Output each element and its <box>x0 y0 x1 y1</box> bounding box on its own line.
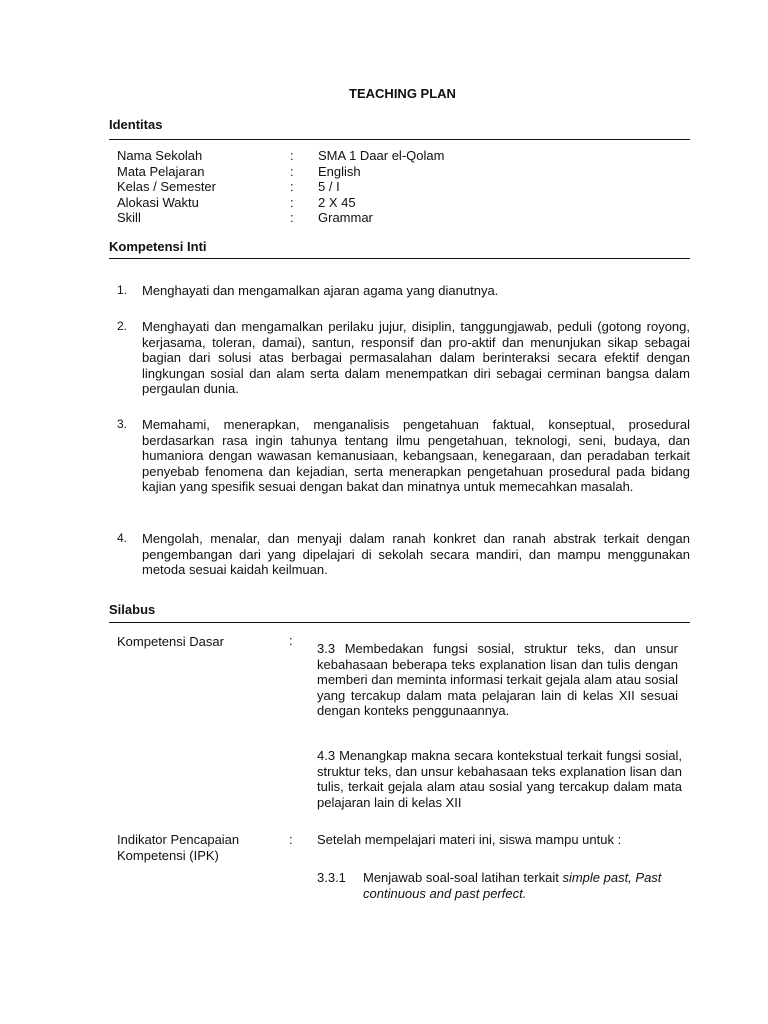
identitas-row <box>117 210 637 226</box>
identitas-colon: : <box>290 148 294 163</box>
identitas-key: Alokasi Waktu <box>117 194 199 210</box>
identitas-row <box>117 164 637 180</box>
identitas-key: Nama Sekolah <box>117 148 203 163</box>
kompetensi-dasar-3-3: 3.3 Membedakan fungsi sosial, struktur teks, dan unsur kebahasaan beberapa teks explanation lisan dan tulis dengan memberi dan meminta informasi terkait gejala alam atau sosial yang tercakup dalam mata pelajaran lain di kelas XII sesuai dengan konteks penggunaannya. <box>317 641 678 718</box>
item-text: Memahami, menerapkan, menganalisis pengetahuan faktual, konseptual, prosedural berdasarkan rasa ingin tahunya tentang ilmu pengetahuan, teknologi, seni, budaya, dan humaniora dengan wawasan kemanusiaan, kebangsaan, kenegaraan, dan peradaban terkait penyebab fenomena dan kejadian, serta menerapkan pengetahuan prosedural pada bidang kajian yang spesifik sesuai dengan bakat dan minatnya untuk memecahkan masalah. <box>142 417 690 494</box>
identitas-row <box>117 179 637 195</box>
kompetensi-inti-item <box>117 417 690 495</box>
item-text: Menghayati dan mengamalkan ajaran agama yang dianutnya. <box>142 283 499 298</box>
section-heading-silabus: Silabus <box>109 602 156 617</box>
identitas-key: Mata Pelajaran <box>117 163 205 179</box>
item-number: 4. <box>117 531 128 545</box>
section-rule <box>109 622 690 623</box>
ipk-item-text-plain: Menjawab soal-soal latihan terkait <box>363 870 563 885</box>
identitas-row <box>117 195 637 211</box>
ipk-label-line: Kompetensi (IPK) <box>117 847 219 863</box>
item-number: 1. <box>117 283 128 297</box>
identitas-table <box>117 148 637 226</box>
item-text: Menghayati dan mengamalkan perilaku jujur, disiplin, tanggungjawab, peduli (gotong royong, kerjasama, toleran, damai), santun, responsif dan pro-aktif dan menunjukan sikap sebagai bagian dari solusi atas berbagai permasalahan dalam berinteraksi secara efektif dengan lingkungan sosial dan alam serta dalam menempatkan diri sebagai cerminan bangsa dalam pergaulan dunia. <box>142 319 690 396</box>
item-number: 3. <box>117 417 128 431</box>
section-heading-identitas: Identitas <box>109 117 163 132</box>
identitas-value: SMA 1 Daar el-Qolam <box>318 148 445 163</box>
ipk-item-text-italic: simple past, Past continuous and past perfect. <box>363 870 662 901</box>
identitas-colon: : <box>290 194 294 210</box>
page-title: TEACHING PLAN <box>349 86 456 101</box>
identitas-colon: : <box>290 179 294 194</box>
kompetensi-dasar-colon: : <box>289 633 293 648</box>
identitas-value: 2 X 45 <box>318 194 356 210</box>
kompetensi-inti-item <box>117 283 690 299</box>
ipk-label <box>117 832 277 863</box>
identitas-value: 5 / I <box>318 179 340 194</box>
kompetensi-inti-item <box>117 319 690 397</box>
ipk-item-number: 3.3.1 <box>317 870 346 885</box>
item-number: 2. <box>117 319 128 333</box>
identitas-value: English <box>318 163 361 179</box>
ipk-intro: Setelah mempelajari materi ini, siswa mampu untuk : <box>317 832 622 847</box>
identitas-value: Grammar <box>318 210 373 225</box>
identitas-key: Skill <box>117 210 141 225</box>
section-rule <box>109 139 690 140</box>
kompetensi-dasar-label: Kompetensi Dasar <box>117 634 224 649</box>
section-rule <box>109 258 690 259</box>
section-heading-kompetensi-inti: Kompetensi Inti <box>109 239 207 254</box>
ipk-item <box>317 870 690 901</box>
identitas-key: Kelas / Semester <box>117 179 216 194</box>
ipk-item-text <box>363 870 690 901</box>
item-text: Mengolah, menalar, dan menyaji dalam ranah konkret dan ranah abstrak terkait dengan pengembangan dari yang dipelajari di sekolah secara mandiri, dan mampu menggunakan metoda sesuai kaidah keilmuan. <box>142 531 690 577</box>
kompetensi-inti-item <box>117 531 690 578</box>
identitas-row <box>117 148 637 164</box>
identitas-colon: : <box>290 210 294 225</box>
kompetensi-dasar-4-3: 4.3 Menangkap makna secara kontekstual terkait fungsi sosial, struktur teks, dan unsur kebahasaan teks explanation lisan dan tulis, terkait gejala alam atau sosial yang tercakup dalam mata pelajaran lain di kelas XII <box>317 748 682 810</box>
ipk-label-line: Indikator Pencapaian <box>117 832 240 847</box>
ipk-colon: : <box>289 832 293 847</box>
identitas-colon: : <box>290 163 294 179</box>
